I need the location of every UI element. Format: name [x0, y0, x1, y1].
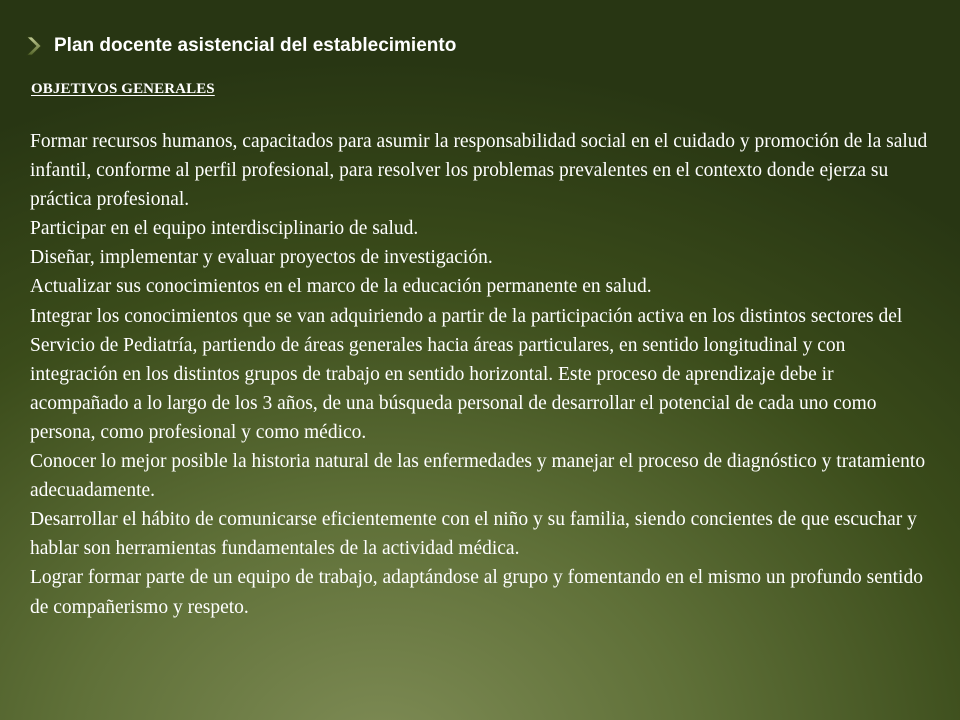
- objective-item: Actualizar sus conocimientos en el marco de la educación permanente en salud.: [30, 276, 652, 298]
- section-heading: OBJETIVOS GENERALES: [31, 81, 215, 97]
- chevron-right-icon: [24, 36, 44, 56]
- objective-item: Participar en el equipo interdisciplinario de salud.: [30, 218, 419, 240]
- objective-item: Integrar los conocimientos que se van adquiriendo a partir de la participación activa en los distintos sectores del Servicio de Pediatría, partiendo de áreas generales hacia áreas particulares, en sentido longitudinal y con integración en los distintos grupos de trabajo en sentido horizontal. Este proceso de aprendizaje debe ir acompañado a lo largo de los 3 años, de una búsqueda personal de desarrollar el potencial de cada uno como persona, como profesional y como médico.: [30, 305, 903, 443]
- objective-item: Lograr formar parte de un equipo de trabajo, adaptándose al grupo y fomentando en el mismo un profundo sentido de compañerismo y respeto.: [30, 567, 923, 618]
- objectives-list: [30, 127, 930, 622]
- objective-item: Diseñar, implementar y evaluar proyectos de investigación.: [30, 247, 493, 269]
- objective-item: Desarrollar el hábito de comunicarse eficientemente con el niño y su familia, siendo concientes de que escuchar y hablar son herramientas fundamentales de la actividad médica.: [30, 509, 917, 560]
- objective-item: Formar recursos humanos, capacitados para asumir la responsabilidad social en el cuidado y promoción de la salud infantil, conforme al perfil profesional, para resolver los problemas prevalentes en el contexto donde ejerza su práctica profesional.: [30, 131, 928, 211]
- slide-title: Plan docente asistencial del establecimiento: [54, 35, 457, 56]
- objective-item: Conocer lo mejor posible la historia natural de las enfermedades y manejar el proceso de diagnóstico y tratamiento adecuadamente.: [30, 451, 926, 502]
